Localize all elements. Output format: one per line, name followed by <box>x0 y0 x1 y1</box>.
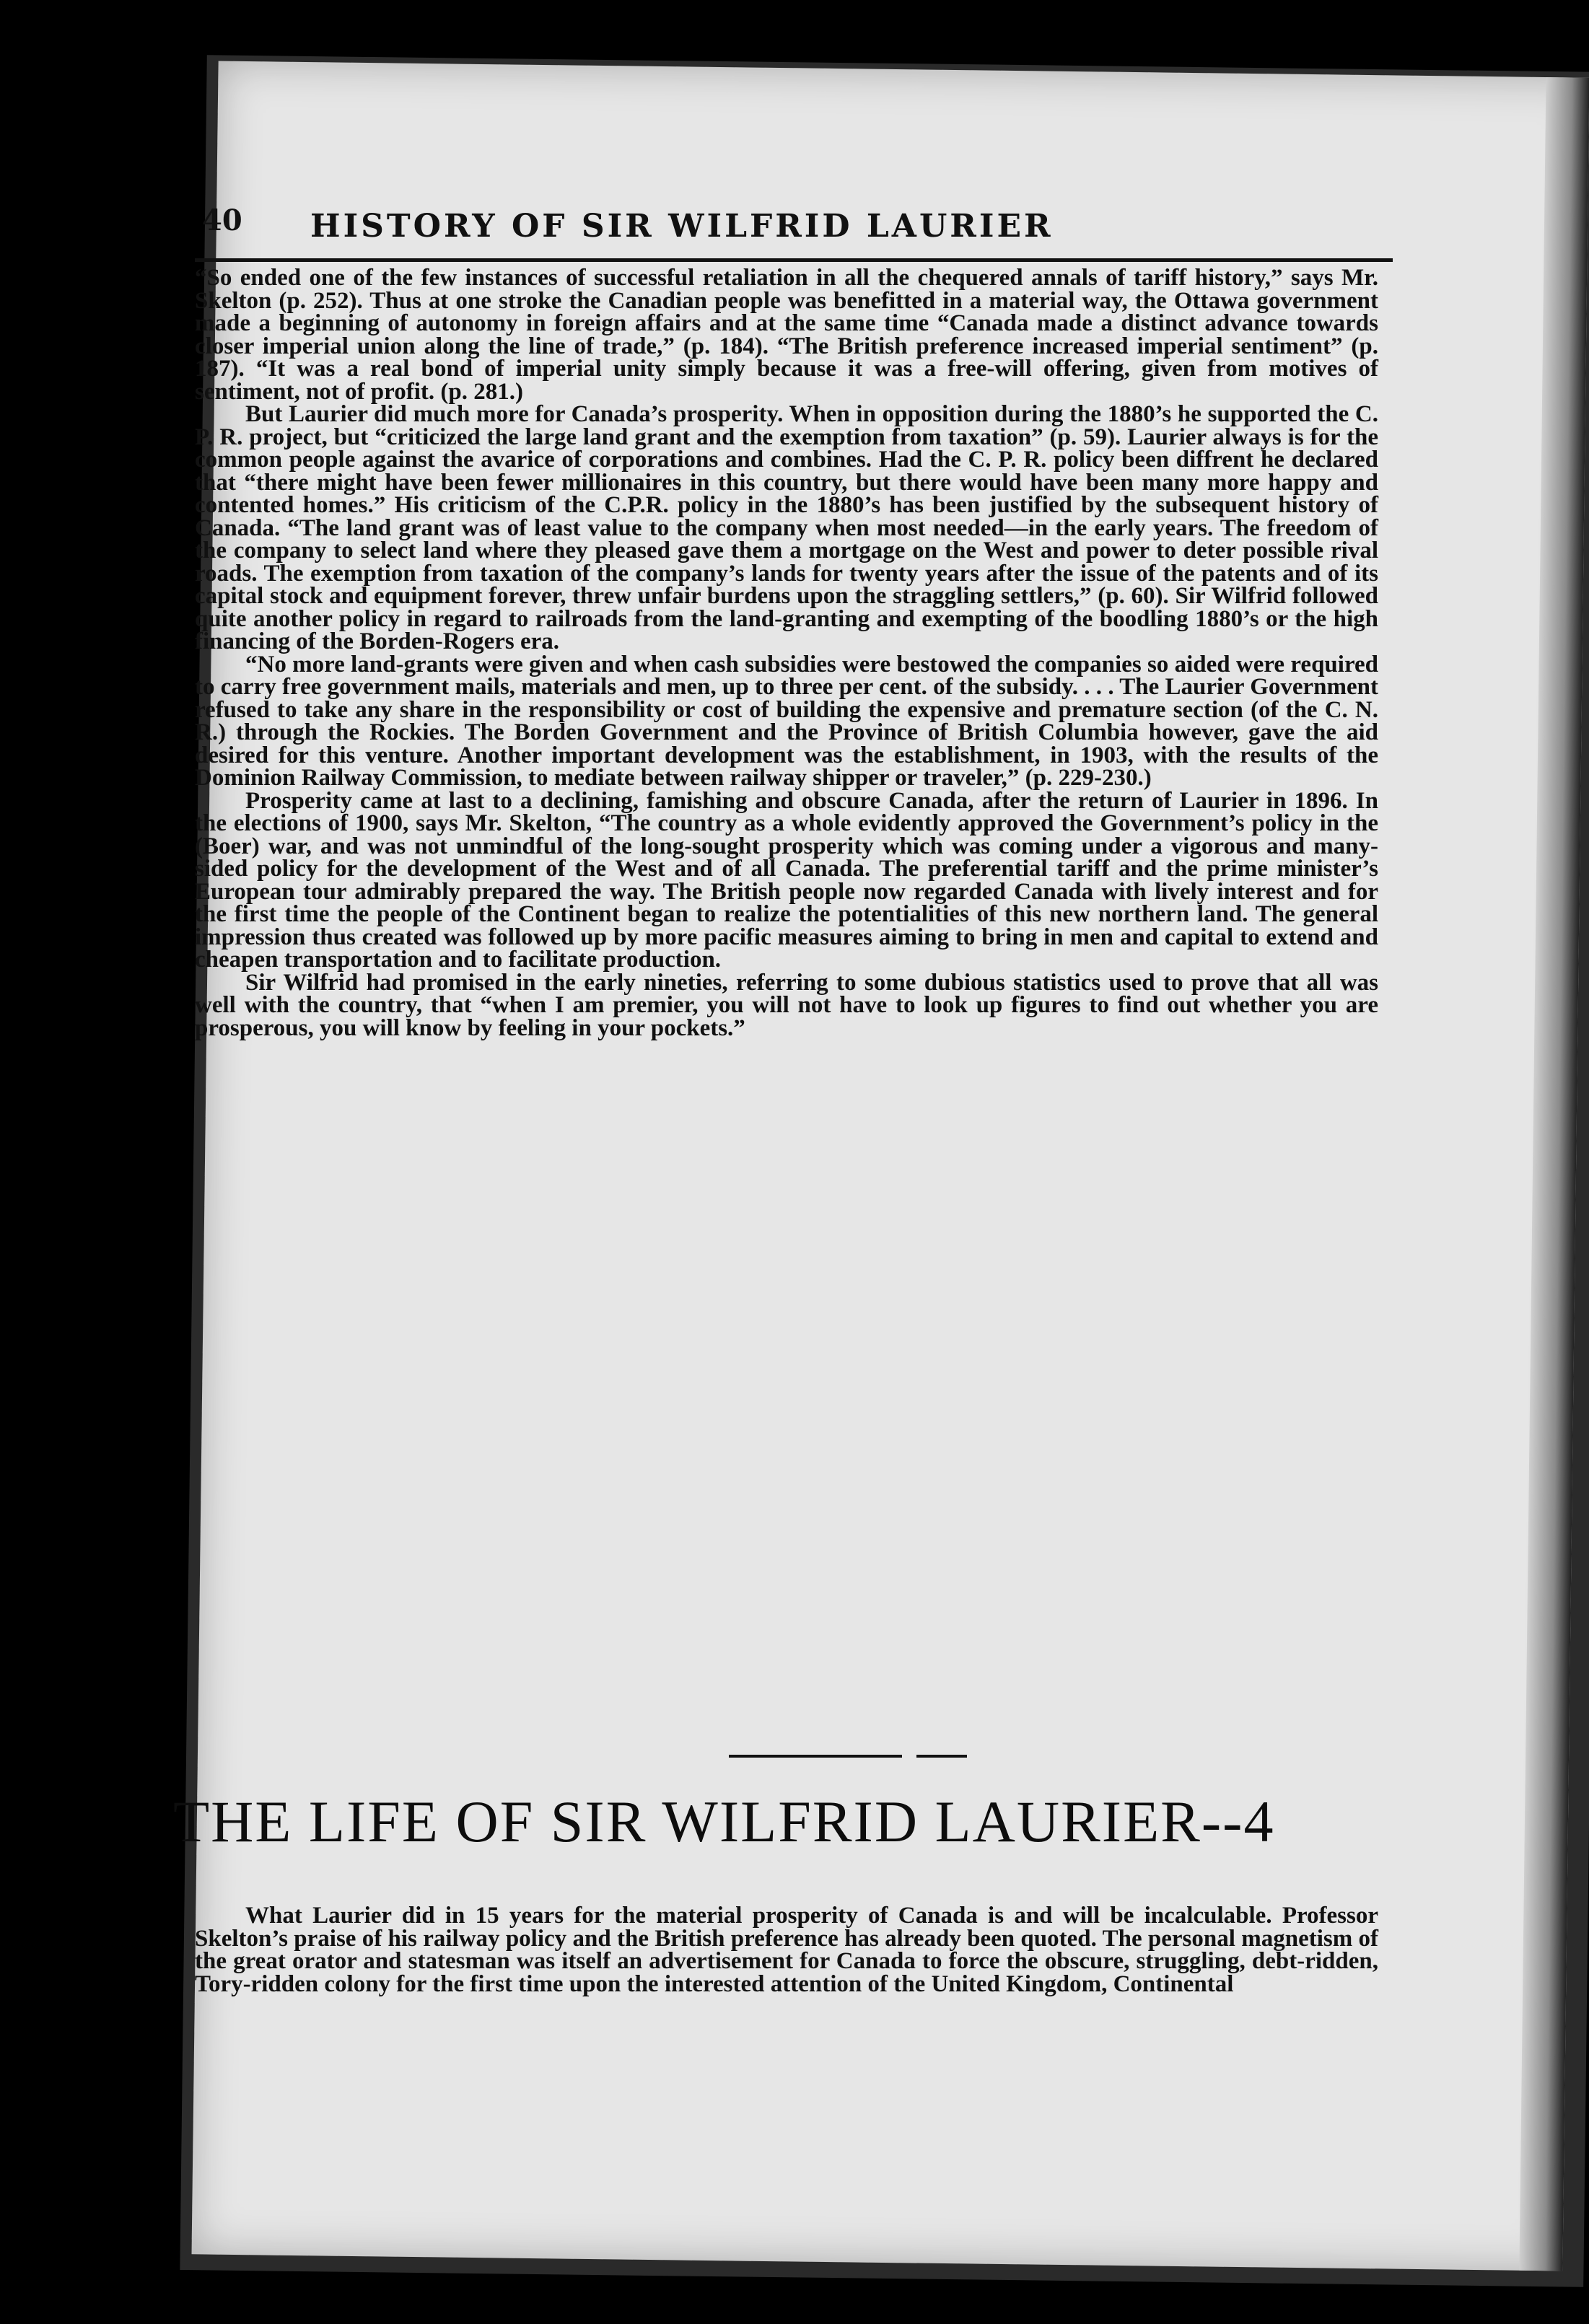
section-divider <box>729 1755 902 1758</box>
paragraph: “So ended one of the few instances of successful retaliation in all the chequered annals of tariff history,” says Mr. Skelton (p. 252). Thus at one stroke the Canadian people was benefitted in a material way, the Ottawa government made a beginning of autonomy in foreign affairs and at the same time “Canada made a distinct advance towards closer imperial union along the line of trade,” (p. 184). “The British preference increased imperial sentiment” (p. 187). “It was a real bond of imperial unity simply because it was a free-will offering, given from motives of sentiment, not of profit. (p. 281.) <box>195 265 1378 405</box>
header-rule <box>195 258 1393 262</box>
page-number: 40 <box>202 203 242 237</box>
section-text <box>195 1905 1378 1996</box>
page-header <box>202 203 1386 254</box>
paragraph: Prosperity came at last to a declining, famishing and obscure Canada, after the return of Laurier in 1896. In the elections of 1900, says Mr. Skelton, “The country as a whole evidently approved the Government’s policy in the (Boer) war, and was not unmindful of the long-sought prosperity which was coming under a vigorous and many-sided policy for the development of the West and of all Canada. The preferential tariff and the prime minister’s European tour admirably prepared the way. The British people now regarded Canada with lively interest and for the first time the people of the Continent began to realize the potentialities of this new northern land. The general impression thus created was followed up by more pacific measures aiming to bring in men and capital to extend and cheapen transportation and to facilitate production. <box>195 787 1378 973</box>
paragraph: “No more land-grants were given and when cash subsidies were bestowed the companies so aided were required to carry free government mails, materials and men, up to three per cent. of the subsidy. . . . The Laurier Government refused to take any share in the responsibility or cost of building the expensive and premature section (of the C. N. R.) through the Rockies. The Borden Government and the Province of British Columbia however, gave the aid desired for this venture. Another important development was the establishment, in 1903, with the results of the Dominion Railway Commission, to mediate between railway shipper or traveler,” (p. 229-230.) <box>195 651 1378 791</box>
section-title: THE LIFE OF SIR WILFRID LAURIER--4 <box>173 1789 1275 1854</box>
paragraph: What Laurier did in 15 years for the material prosperity of Canada is and will be incalculable. Professor Skelton’s praise of his railway policy and the British preference has already been quoted. The personal magnetism of the great orator and statesman was itself an advertisement for Canada to force the obscure, struggling, debt-ridden, Tory-ridden colony for the first time upon the interested attention of the United Kingdom, Continental <box>195 1903 1378 1997</box>
main-text <box>195 267 1378 1040</box>
section-divider <box>916 1755 967 1758</box>
paragraph: Sir Wilfrid had promised in the early nineties, referring to some dubious statistics used to prove that all was well with the country, that “when I am premier, you will not have to look up figures to find out whether you are prosperous, you will know by feeling in your pockets.” <box>195 969 1378 1041</box>
running-head: HISTORY OF SIR WILFRID LAURIER <box>310 208 1054 245</box>
paragraph: But Laurier did much more for Canada’s prosperity. When in opposition during the 1880’s he supported the C. P. R. project, but “criticized the large land grant and the exemption from taxation” (p. 59). Laurier always is for the common people against the avarice of corporations and combines. Had the C. P. R. policy been diffrent he declared that “there might have been fewer millionaires in this country, but there would have been many more happy and contented homes.” His criticism of the C.P.R. policy in the 1880’s has been justified by the subsequent history of Canada. “The land grant was of least value to the company when most needed—in the early years. The freedom of the company to select land where they pleased gave them a mortgage on the West and power to deter possible rival roads. The exemption from taxation of the company’s lands for twenty years after the issue of the patents and of its capital stock and equipment forever, threw unfair burdens upon the straggling settlers,” (p. 60). Sir Wilfrid followed quite another policy in regard to railroads from the land-granting and exempting of the boodling 1880’s or the high financing of the Borden-Rogers era. <box>195 401 1378 654</box>
